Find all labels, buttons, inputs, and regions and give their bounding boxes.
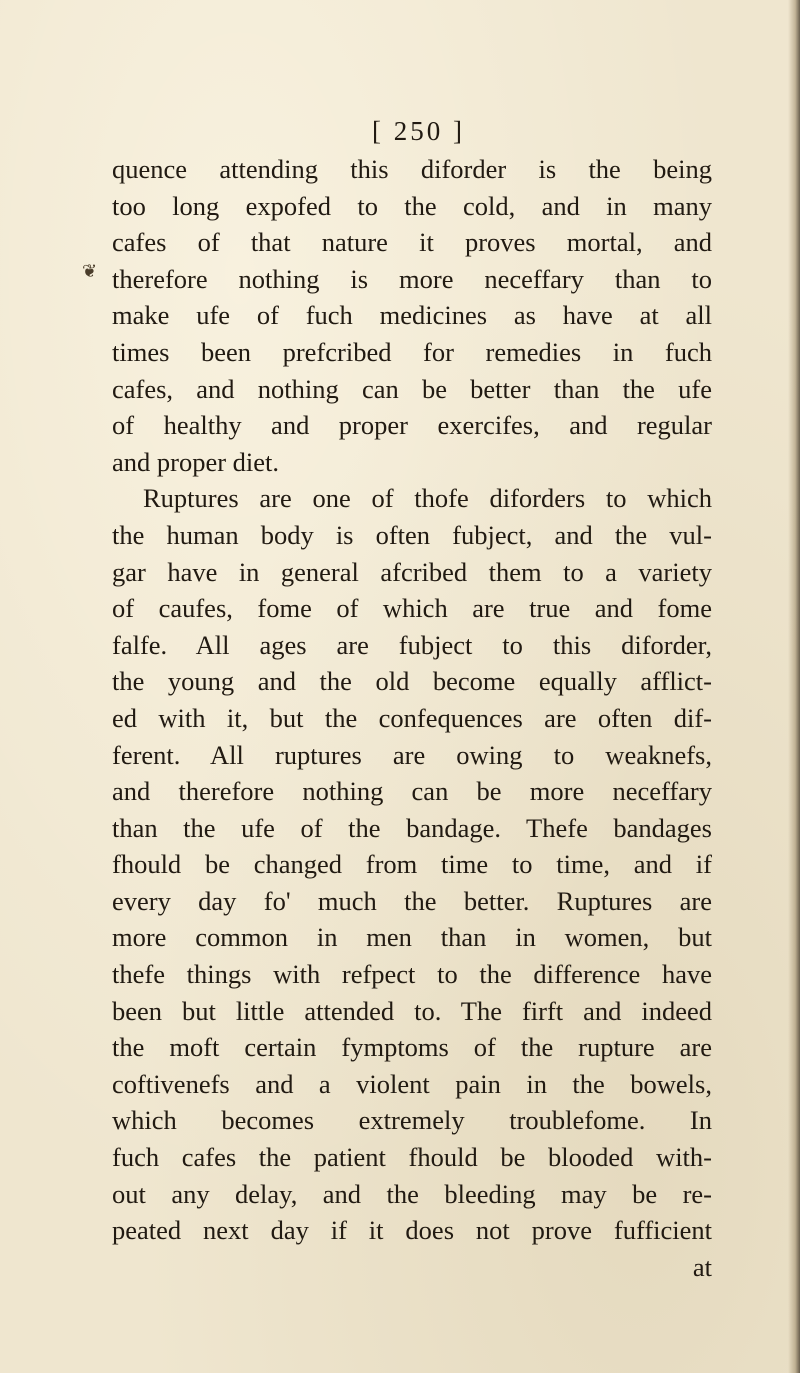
text-line: gar have in general afcribed them to a variety xyxy=(112,556,712,587)
text-line: fhould be changed from time to time, and if xyxy=(112,849,712,880)
text-line: ed with it, but the confequences are often dif- xyxy=(112,702,712,733)
text-line: and proper diet. xyxy=(112,446,280,477)
text-line: times been prefcribed for remedies in fuch xyxy=(112,336,712,367)
text-line: therefore nothing is more neceffary than to xyxy=(112,263,712,294)
text-line: which becomes extremely troublefome. In xyxy=(112,1105,712,1136)
body-text xyxy=(112,151,712,1285)
page-number-header: [ 250 ] xyxy=(372,116,465,146)
text-line: Ruptures are one of thofe diforders to which xyxy=(143,483,712,514)
text-line: fuch cafes the patient fhould be blooded with- xyxy=(112,1142,712,1173)
text-line: and therefore nothing can be more neceffary xyxy=(112,776,712,807)
text-line: thefe things with refpect to the difference have xyxy=(112,959,712,990)
text-line: the young and the old become equally afflict- xyxy=(112,666,712,697)
text-line: the human body is often fubject, and the vul- xyxy=(112,519,712,550)
text-line: than the ufe of the bandage. Thefe bandages xyxy=(112,812,712,843)
text-line: more common in men than in women, but xyxy=(112,922,712,953)
text-line: been but little attended to. The firft and indeed xyxy=(112,995,712,1026)
text-line: cafes of that nature it proves mortal, and xyxy=(112,227,712,258)
text-line: quence attending this diforder is the being xyxy=(112,154,712,184)
text-line: the moft certain fymptoms of the rupture are xyxy=(112,1032,712,1063)
text-line: make ufe of fuch medicines as have at all xyxy=(112,300,712,331)
catchword: at xyxy=(692,1251,712,1282)
page-edge-shadow xyxy=(788,0,800,1373)
ink-blot-mark: ❦ xyxy=(82,261,98,281)
text-line: every day fo' much the better. Ruptures are xyxy=(112,885,712,916)
text-line: falfe. All ages are fubject to this diforder, xyxy=(112,629,712,660)
text-line: of healthy and proper exercifes, and regular xyxy=(112,410,712,441)
text-line: of caufes, fome of which are true and fome xyxy=(112,593,712,624)
text-line: cafes, and nothing can be better than the ufe xyxy=(112,373,712,404)
text-line: ferent. All ruptures are owing to weaknefs, xyxy=(112,739,712,770)
text-line: out any delay, and the bleeding may be re- xyxy=(112,1178,712,1209)
text-line: coftivenefs and a violent pain in the bowels, xyxy=(112,1068,712,1099)
text-line: peated next day if it does not prove fufficient xyxy=(112,1215,712,1246)
text-line: too long expofed to the cold, and in many xyxy=(112,190,712,221)
